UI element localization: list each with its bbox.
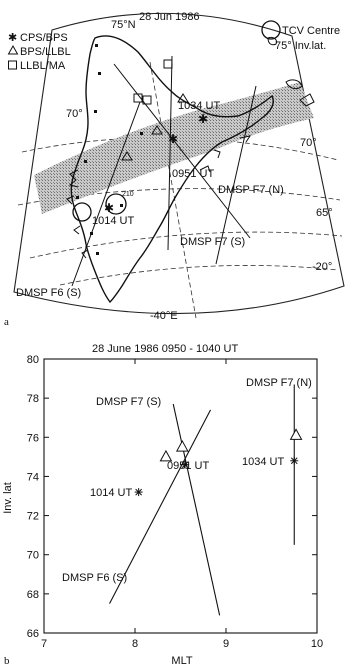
panel-b-chart xyxy=(2,343,323,667)
triangle-marker xyxy=(291,429,302,439)
triangle-marker xyxy=(177,441,188,451)
plot-frame xyxy=(44,359,317,633)
anno-1034: 1034 UT xyxy=(242,456,285,468)
anno-f7s: DMSP F7 (S) xyxy=(96,396,162,408)
star-marker xyxy=(290,457,298,465)
track-label-f7s: DMSP F7 (S) xyxy=(180,236,246,248)
legend-star-icon: ✱ xyxy=(8,32,18,44)
legend-cps-bps: CPS/BPS xyxy=(20,32,68,44)
y-tick-label: 70 xyxy=(26,549,39,562)
y-tick-label: 74 xyxy=(26,471,39,484)
legend-triangle-icon xyxy=(9,46,18,54)
lat-label-70e: 70° xyxy=(300,137,317,149)
lat-label-75n: 75°N xyxy=(111,19,136,31)
lon-label-m40: -40°E xyxy=(150,310,178,322)
y-tick-label: 68 xyxy=(26,588,39,601)
y-tick-label: 80 xyxy=(26,354,39,366)
cps-bps-star: ✱ xyxy=(198,112,209,126)
y-tick-label: 78 xyxy=(26,393,39,406)
x-tick-label: 7 xyxy=(40,638,48,650)
y-tick-label: 72 xyxy=(26,510,39,523)
legend-llbl-ma: LLBL/MA xyxy=(20,60,66,72)
panel-b-label: b xyxy=(4,655,10,667)
legend-square-icon xyxy=(9,61,17,69)
anno-1014: 1014 UT xyxy=(90,487,133,499)
latitude-line-60 xyxy=(60,265,338,285)
y-tick-label: 76 xyxy=(26,432,39,445)
invlat-label: 75° Inv.lat. xyxy=(275,40,327,52)
x-tick-label: 8 xyxy=(131,638,139,650)
anno-f7n: DMSP F7 (N) xyxy=(246,377,312,389)
track-label-f7n: DMSP F7 (N) xyxy=(218,184,284,196)
cps-bps-star: ✱ xyxy=(104,201,115,215)
time-label-1034: 1034 UT xyxy=(178,100,221,112)
panel-a-title: 28 Jun 1986 xyxy=(139,11,200,23)
time-label-1014: 1014 UT xyxy=(92,215,135,227)
lon-label-m20: -20° xyxy=(312,261,333,273)
y-tick-label: 66 xyxy=(26,628,39,640)
tcv-centre-legend-circle xyxy=(262,21,280,39)
panel-a-map xyxy=(4,11,344,328)
lat-label-70w: 70° xyxy=(66,108,83,120)
anno-0951: 0951 UT xyxy=(167,460,210,472)
chart-title: 28 June 1986 0950 - 1040 UT xyxy=(92,343,239,355)
panel-a-label: a xyxy=(4,316,9,328)
anno-f6s: DMSP F6 (S) xyxy=(62,572,128,584)
llbl-ma-square xyxy=(164,60,172,68)
series-line xyxy=(173,404,219,615)
y-axis-label: Inv. lat xyxy=(2,482,14,514)
tcv-centre-label: TCV Centre xyxy=(282,25,341,37)
cps-bps-star: ✱ xyxy=(168,132,179,146)
x-axis-label: MLT xyxy=(171,655,193,667)
star-marker xyxy=(135,488,143,496)
x-tick-label: 9 xyxy=(222,638,230,650)
legend-bps-llbl: BPS/LLBL xyxy=(20,46,71,58)
track-label-f6s: DMSP F6 (S) xyxy=(16,287,82,299)
lat-label-65e: 65° xyxy=(316,207,333,219)
number-210: 210 xyxy=(122,191,134,198)
time-label-0951: 0951 UT xyxy=(172,168,215,180)
x-tick-label: 10 xyxy=(310,638,324,650)
